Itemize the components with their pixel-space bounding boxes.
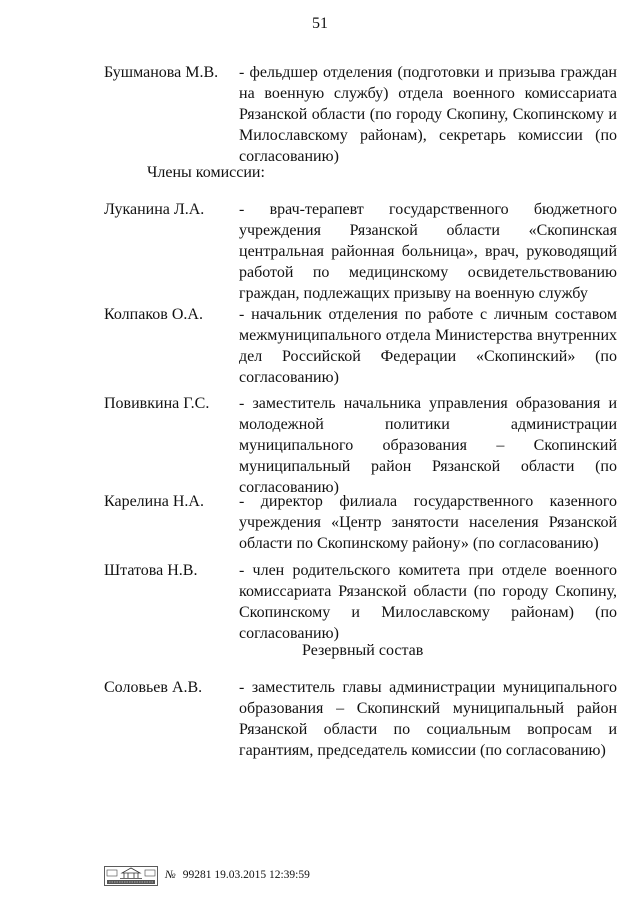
member-entry [104,304,617,386]
entry-description: - член родительского комитета при отделе военного комиссариата Рязанской области (по городу Скопину, Скопинскому и Милославскому районам) (по согласованию) [239,562,617,642]
entry-name: Колпаков О.А. [104,306,203,323]
entry-description: - врач-терапевт государственного бюджетного учреждения Рязанской области «Скопинская центральная районная больница», врач, руководящий работой по медицинскому освидетельствованию граждан, подлежащих призыву на военную службу [239,201,617,302]
entry-description: - фельдшер отделения (подготовки и призыва граждан на военную службу) отдела военного комиссариата Рязанской области (по городу Скопину, Скопинскому и Милославскому районам), секретарь комиссии (по согласованию) [239,64,617,165]
entry-description: - заместитель начальника управления образования и молодежной политики администрации муниципального образования – Скопинский муниципальный район Рязанской области (по согласованию) [239,395,617,496]
member-entry [104,199,617,302]
reserve-entry [104,677,617,761]
entry-name: Соловьев А.В. [104,679,203,696]
member-entry [104,491,617,554]
document-footer [104,866,404,888]
secretary-entry [104,62,617,165]
entry-name: Карелина Н.А. [104,493,204,510]
members-heading: Члены комиссии: [147,164,265,181]
doc-number-value: 99281 [182,869,212,881]
entry-description: - директор филиала государственного казенного учреждения «Центр занятости населения Рязанской области по Скопинскому району» (по согласованию) [239,493,617,552]
entry-description: - заместитель главы администрации муниципального образования – Скопинский муниципальный район Рязанской области по социальным вопросам и гарантиям, председатель комиссии (по согласованию) [239,679,617,759]
reserve-heading: Резервный состав [302,642,424,659]
document-number [165,869,310,881]
number-sign: № [165,869,176,881]
doc-timestamp: 19.03.2015 12:39:59 [214,869,310,881]
entry-name: Штатова Н.В. [104,562,198,579]
page-number: 51 [312,15,328,32]
entry-name: Повивкина Г.С. [104,395,210,412]
entry-name: Бушманова М.В. [104,64,219,81]
entry-name: Луканина Л.А. [104,201,205,218]
member-entry [104,393,617,496]
registry-stamp-icon [104,866,158,886]
member-entry [104,560,617,644]
entry-description: - начальник отделения по работе с личным составом межмуниципального отдела Министерства внутренних дел Российской Федерации «Скопинский» (по согласованию) [239,306,617,386]
